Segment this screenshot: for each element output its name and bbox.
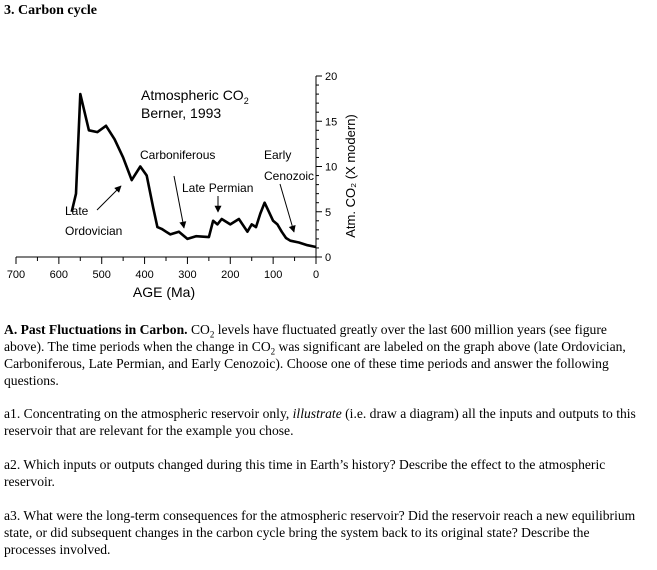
y-axis-title: Atm. CO₂ (X modern) — [343, 114, 358, 238]
section-heading — [4, 3, 97, 19]
y-tick-label: 0 — [325, 252, 332, 264]
annotation-late: Late — [65, 204, 89, 218]
arrow-early-cenozoic — [280, 184, 294, 232]
annotation-carboniferous: Carboniferous — [140, 148, 216, 162]
co2-chart — [0, 60, 380, 310]
question-a3: a3. What were the long-term consequences for the atmospheric reservoir? Did the reservoir reach a new equilibrium state, or did subsequent changes in the carbon cycle bring the system back to its original state? Describe the processes involved. — [4, 508, 636, 557]
y-axis-ticks — [316, 76, 322, 257]
question-a2: a2. Which inputs or outputs changed during this time in Earth’s history? Describe the effect to the atmospheric reservoir. — [4, 457, 606, 489]
section-number: 3. — [4, 3, 15, 18]
x-tick-label: 400 — [135, 269, 154, 281]
annotation-early: Early — [264, 148, 292, 162]
x-axis-ticks — [16, 257, 316, 264]
x-axis-title: AGE (Ma) — [132, 284, 196, 300]
part-a-paragraph: A. Past Fluctuations in Carbon. $CO_2$ levels have fluctuated greatly over the last 600 million years (see figure above). The time periods when the change in $CO_2$ was significant are labeled on the graph above (late Ordovician, Carboniferous, Late Permian, and Early Cenozoic). Choose one of these time periods and answer the following questions. — [4, 322, 626, 388]
x-tick-label: 0 — [312, 269, 320, 281]
arrow-late-ordovician — [97, 186, 121, 210]
x-tick-label: 600 — [49, 269, 69, 281]
chart-subtitle: Berner, 1993 — [141, 105, 222, 121]
y-tick-label: 5 — [325, 206, 332, 219]
annotation-cenozoic: Cenozoic — [264, 169, 315, 183]
x-tick-label: 200 — [221, 269, 240, 281]
annotation-late-permian: Late Permian — [182, 181, 254, 195]
chart-title: Atmospheric $CO_2$ — [141, 87, 249, 106]
annotation-ordovician: Ordovician — [65, 224, 123, 238]
section-title: Carbon cycle — [18, 3, 97, 18]
x-tick-label: 300 — [178, 269, 197, 281]
x-tick-label: 500 — [92, 269, 111, 281]
y-tick-label: 20 — [325, 71, 338, 83]
question-a1: a1. Concentrating on the atmospheric reservoir only, illustrate (i.e. draw a diagram) all the inputs and outputs to this reservoir that are relevant for the example you chose. — [4, 406, 636, 438]
x-tick-label: 700 — [6, 269, 26, 281]
y-tick-label: 15 — [325, 116, 338, 129]
y-tick-label: 10 — [325, 161, 338, 174]
x-tick-label: 100 — [263, 269, 283, 281]
